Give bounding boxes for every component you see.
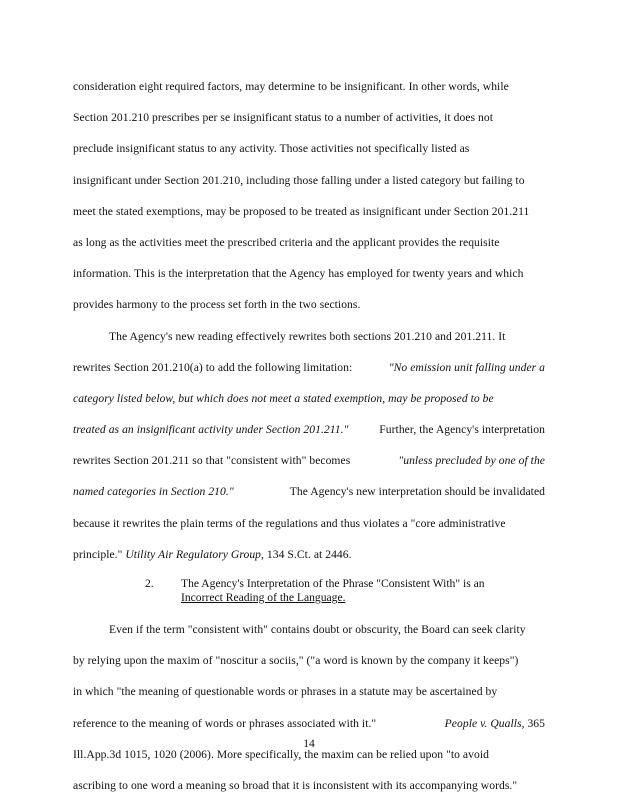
text-run: , 134 S.Ct. at 2446. bbox=[261, 547, 352, 561]
heading-number: 2. bbox=[145, 577, 154, 590]
quoted-limitation: treated as an insignificant activity under Section 201.211." bbox=[73, 423, 349, 437]
text-line bbox=[73, 359, 545, 390]
text-line: insignificant under Section 201.210, including those falling under a listed category but failing to bbox=[73, 173, 525, 187]
text-line: as long as the activities meet the prescribed criteria and the applicant provides the requisite bbox=[73, 235, 500, 249]
text-line bbox=[73, 483, 545, 514]
page-number: 14 bbox=[303, 737, 315, 750]
case-citation: Utility Air Regulatory Group bbox=[125, 547, 262, 561]
text-line: Even if the term "consistent with" contains doubt or obscurity, the Board can seek clarity bbox=[109, 623, 526, 636]
text-line: Ill.App.3d 1015, 1020 (2006). More specifically, the maxim can be relied upon "to avoid bbox=[73, 747, 489, 761]
heading-line: Incorrect Reading of the Language. bbox=[181, 591, 346, 604]
document-body bbox=[73, 78, 545, 808]
text-line bbox=[73, 452, 545, 483]
heading-line: The Agency's Interpretation of the Phrase "Consistent With" is an bbox=[181, 577, 485, 590]
paragraph-1 bbox=[73, 78, 545, 328]
quoted-phrase: named categories in Section 210." bbox=[73, 485, 234, 499]
text-run: principle." bbox=[73, 547, 123, 561]
text-run: Further, the Agency's interpretation bbox=[379, 423, 545, 437]
text-run: The Agency's new interpretation should be invalidated bbox=[289, 485, 545, 499]
quoted-limitation: category listed below, but which does not meet a stated exemption, may be proposed to be bbox=[73, 391, 494, 405]
text-line bbox=[73, 546, 545, 577]
text-line: preclude insignificant status to any activity. Those activities not specifically listed as bbox=[73, 142, 470, 156]
text-run: reference to the meaning of words or phrases associated with it." bbox=[73, 716, 377, 730]
section-heading bbox=[73, 577, 545, 621]
paragraph-2 bbox=[73, 328, 545, 578]
text-line: The Agency's new reading effectively rewrites both sections 201.210 and 201.211. It bbox=[109, 329, 506, 343]
text-line: consideration eight required factors, may determine to be insignificant. In other words, while bbox=[73, 80, 509, 93]
case-citation: People v. Qualls bbox=[444, 716, 522, 730]
text-line: provides harmony to the process set forth in the two sections. bbox=[73, 298, 361, 312]
text-line bbox=[73, 421, 545, 452]
quoted-phrase: "unless precluded by one of the bbox=[398, 454, 545, 468]
text-line: information. This is the interpretation that the Agency has employed for twenty years and which bbox=[73, 267, 524, 281]
text-run: rewrites Section 201.210(a) to add the following limitation: bbox=[73, 360, 353, 374]
paragraph-3 bbox=[73, 621, 545, 808]
text-run: rewrites Section 201.211 so that "consistent with" becomes bbox=[73, 454, 351, 468]
text-line: Section 201.210 prescribes per se insignificant status to a number of activities, it does not bbox=[73, 111, 494, 125]
text-line: in which "the meaning of questionable words or phrases in a statute may be ascertained by bbox=[73, 685, 498, 699]
text-line bbox=[73, 390, 545, 421]
text-line: ascribing to one word a meaning so broad that it is inconsistent with its accompanying words." bbox=[73, 778, 518, 792]
text-run: , 365 bbox=[521, 716, 545, 730]
text-line: meet the stated exemptions, may be proposed to be treated as insignificant under Section 201.211 bbox=[73, 204, 530, 218]
text-line: because it rewrites the plain terms of the regulations and thus violates a "core administrative bbox=[73, 516, 506, 530]
quoted-limitation: "No emission unit falling under a bbox=[388, 360, 545, 374]
text-line: by relying upon the maxim of "noscitur a sociis," ("a word is known by the company it keeps") bbox=[73, 654, 519, 668]
